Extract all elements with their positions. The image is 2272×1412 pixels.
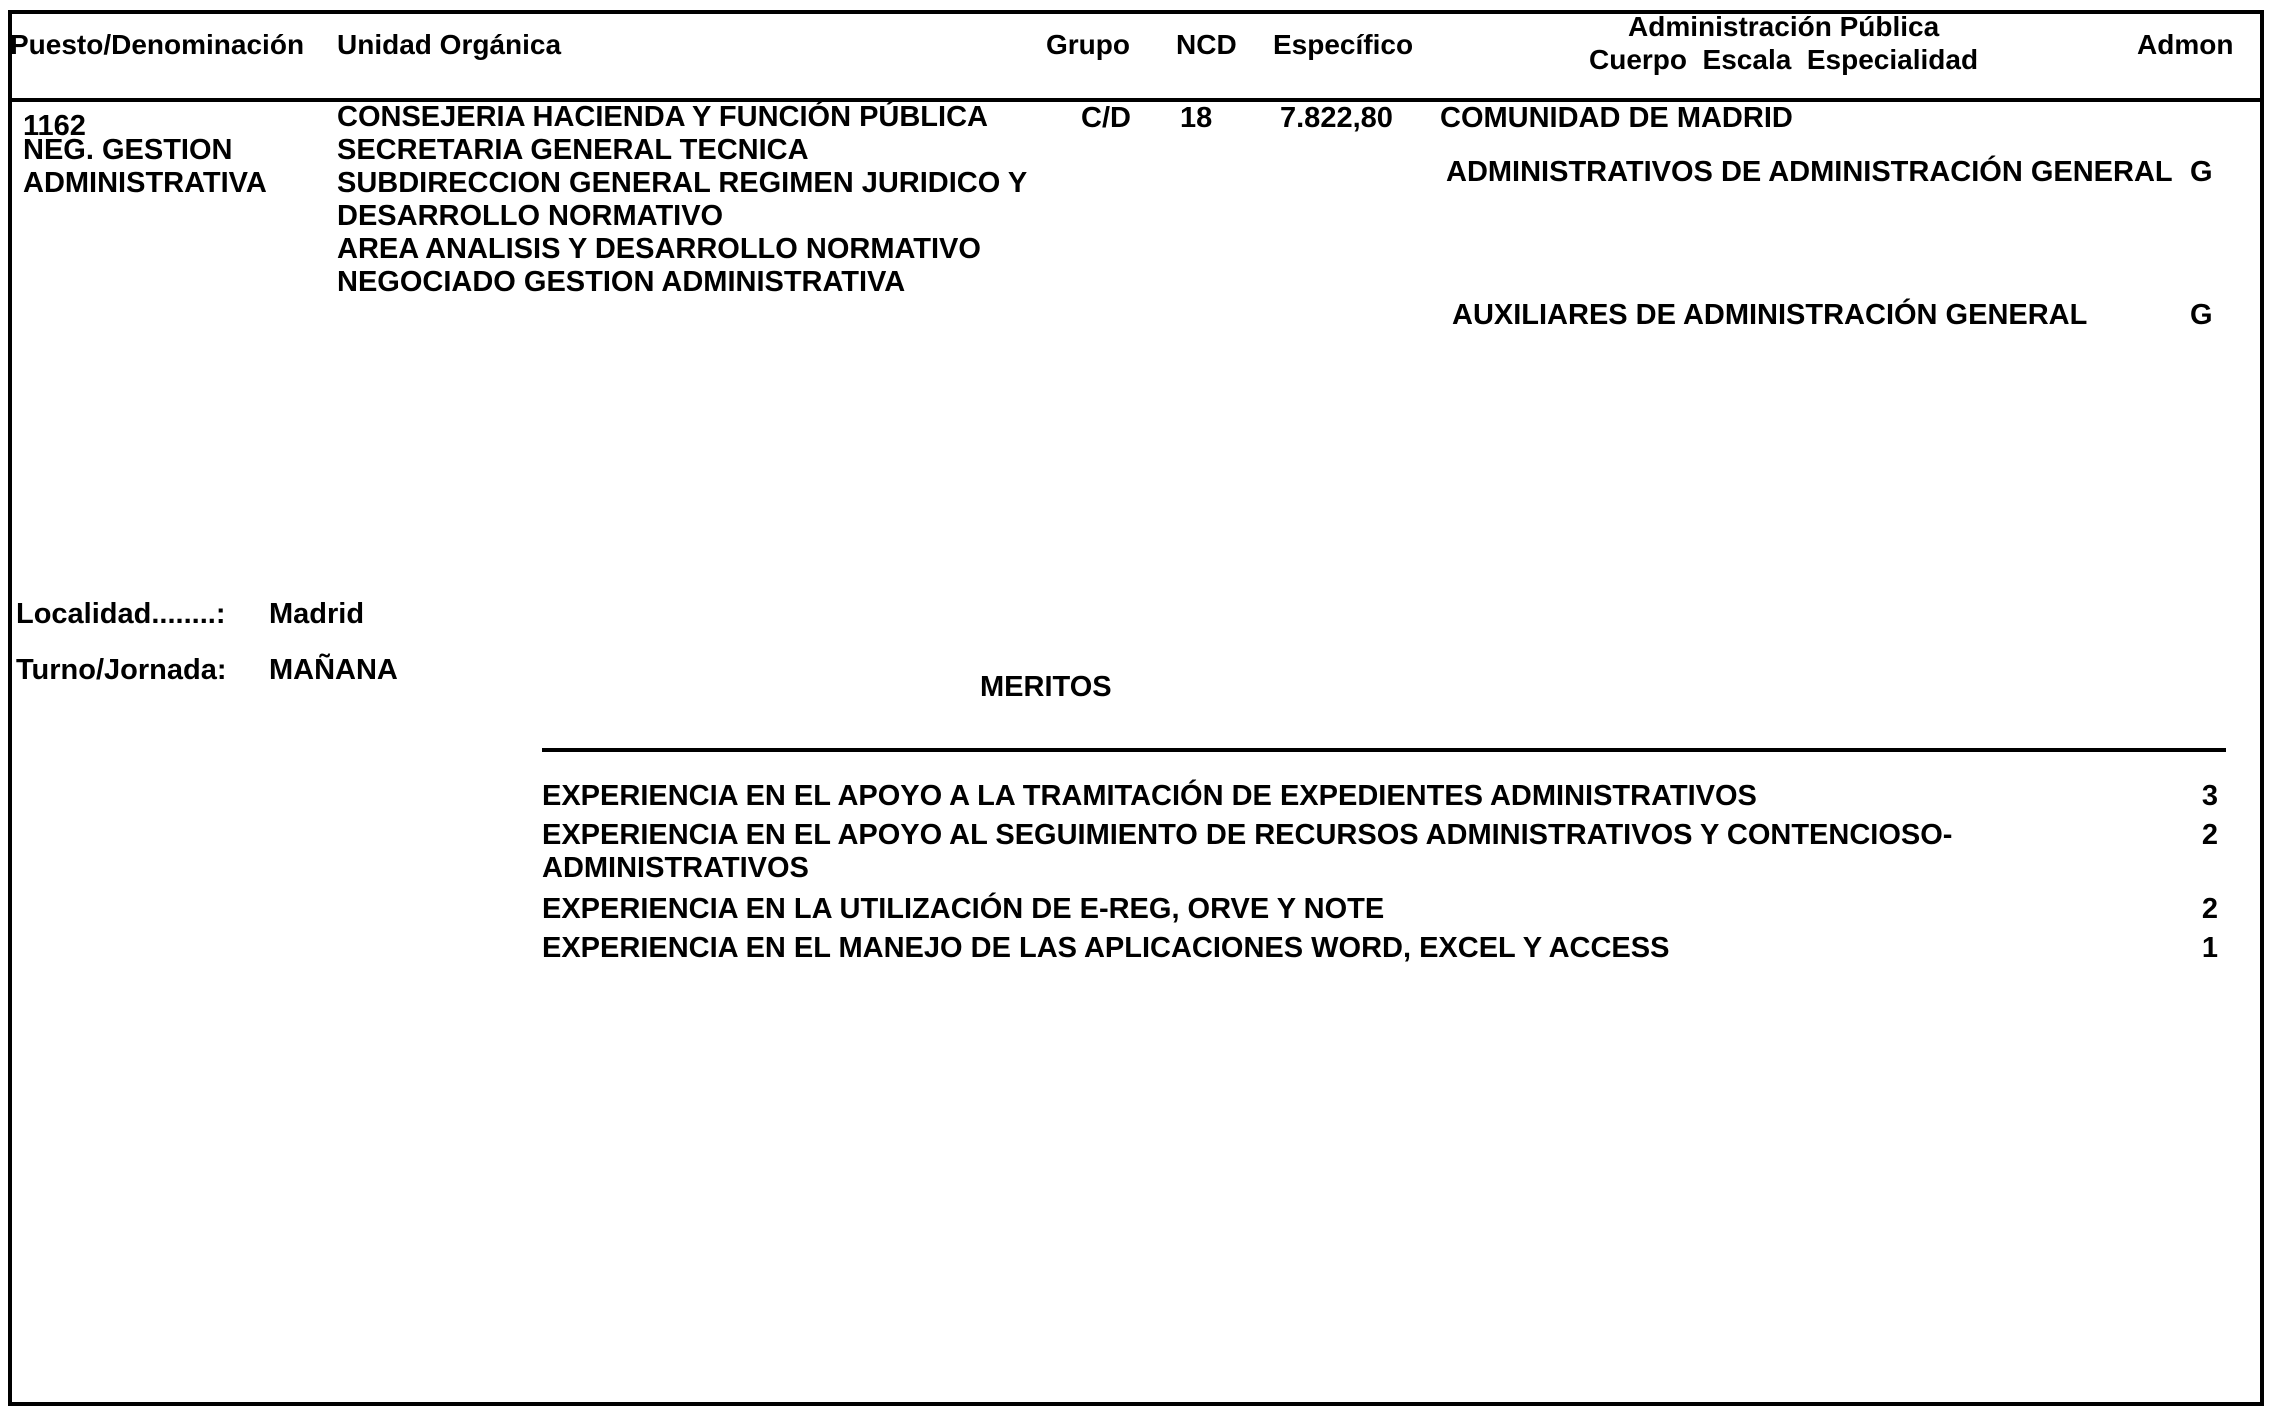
merito-text: EXPERIENCIA EN LA UTILIZACIÓN DE E-REG, ORVE Y NOTE [542,893,1385,925]
localidad-value: Madrid [269,598,365,630]
meritos-divider [542,748,2226,752]
header-ncd: NCD [1176,29,1237,60]
merito-puntos: 1 [2201,932,2218,964]
meritos-list [542,780,2218,971]
puesto-codigo: 1162 [23,110,86,142]
header-admon: Admon [2137,29,2234,60]
ncd-value: 18 [1180,102,1213,134]
puesto-denominacion-line: ADMINISTRATIVA [23,167,267,199]
merito-item [542,819,2218,893]
grupo-value: C/D [1081,102,1131,134]
meritos-title: MERITOS [980,671,1112,703]
turno-value: MAÑANA [269,654,398,686]
header-unidad: Unidad Orgánica [337,29,562,60]
merito-puntos: 3 [2201,780,2218,812]
header-grupo: Grupo [1046,29,1130,60]
merito-puntos: 2 [2201,819,2218,851]
unidad-organica [337,101,1027,299]
merito-text: EXPERIENCIA EN EL MANEJO DE LAS APLICACIONES WORD, EXCEL Y ACCESS [542,932,1670,964]
unidad-line: SUBDIRECCION GENERAL REGIMEN JURIDICO Y [337,167,1028,199]
unidad-line: NEGOCIADO GESTION ADMINISTRATIVA [337,266,906,298]
unidad-line: AREA ANALISIS Y DESARROLLO NORMATIVO [337,233,981,265]
merito-item [542,932,2218,971]
header-especifico: Específico [1273,29,1414,60]
puesto-denominacion-line: NEG. GESTION [23,134,233,166]
merito-puntos: 2 [2201,893,2218,925]
unidad-line: CONSEJERIA HACIENDA Y FUNCIÓN PÚBLICA [337,101,988,133]
header-puesto: Puesto/Denominación [10,29,305,60]
header-cuerpo-escala: Cuerpo Escala Especialidad [1589,44,1979,75]
administracion-value: COMUNIDAD DE MADRID [1440,102,1793,134]
merito-text: EXPERIENCIA EN EL APOYO AL SEGUIMIENTO DE RECURSOS ADMINISTRATIVOS Y CONTENCIOSO- [542,819,1953,851]
cuerpo-admon: G [2190,299,2213,331]
turno-label: Turno/Jornada: [16,654,227,686]
unidad-line: DESARROLLO NORMATIVO [337,200,724,232]
cuerpo-name: ADMINISTRATIVOS DE ADMINISTRACIÓN GENERAL [1446,156,2173,188]
merito-item [542,893,2218,932]
especifico-value: 7.822,80 [1280,102,1393,134]
puesto-block [23,110,267,200]
cuerpo-admon: G [2190,156,2213,188]
localidad-label: Localidad........: [16,598,226,630]
merito-text: ADMINISTRATIVOS [542,852,809,884]
cuerpo-name: AUXILIARES DE ADMINISTRACIÓN GENERAL [1452,299,2088,331]
merito-item [542,780,2218,819]
merito-text: EXPERIENCIA EN EL APOYO A LA TRAMITACIÓN DE EXPEDIENTES ADMINISTRATIVOS [542,780,1757,812]
header-admin-publica: Administración Pública [1628,11,1940,42]
unidad-line: SECRETARIA GENERAL TECNICA [337,134,809,166]
